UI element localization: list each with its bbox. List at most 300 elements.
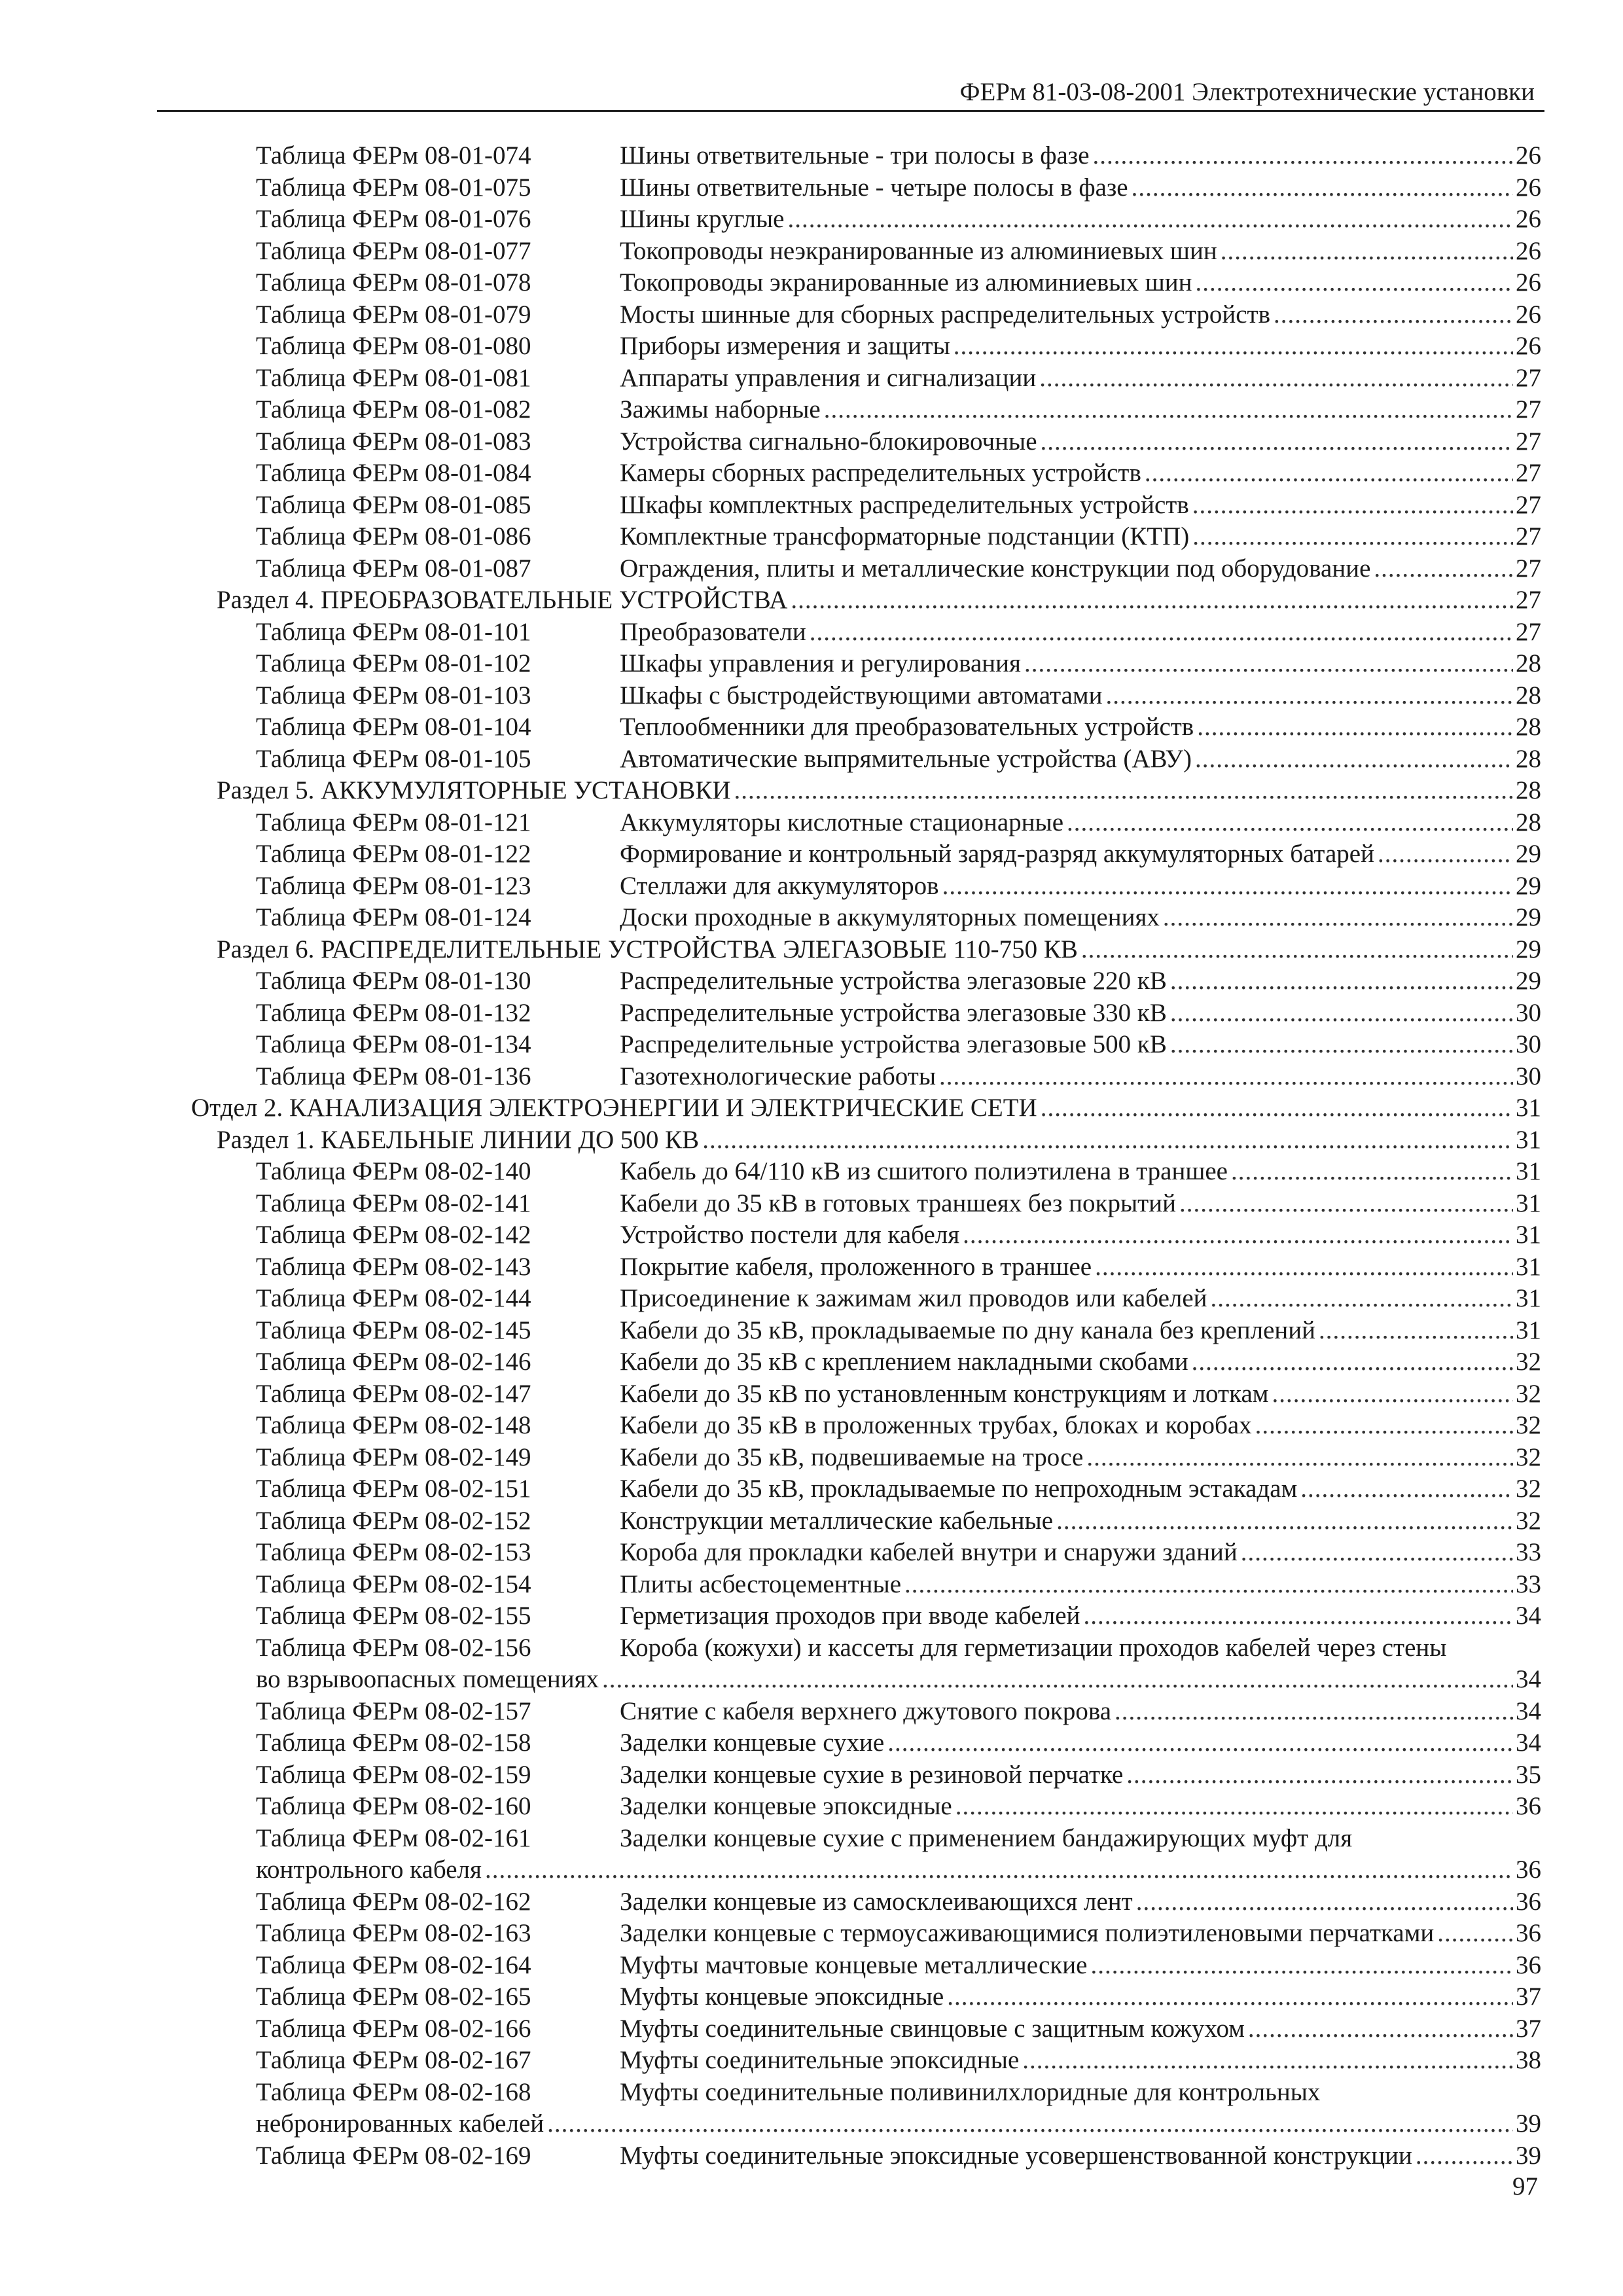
toc-row[interactable] [0,1156,1623,1188]
toc-row[interactable] [0,965,1623,997]
toc-title: Формирование и контрольный заряд-разряд аккумуляторных батарей [620,840,1374,868]
toc-table-ref: Таблица ФЕРм 08-02-160 [256,1792,531,1820]
toc-dot-leader [1136,1886,1513,1918]
toc-page-number: 39 [1516,2141,1541,2170]
toc-page-number: 32 [1516,1379,1541,1408]
toc-title: Шины ответвительные - три полосы в фазе [620,141,1090,170]
toc-table-ref: Таблица ФЕРм 08-02-163 [256,1919,531,1947]
toc-dot-leader [1093,140,1513,171]
toc-page-number: 36 [1516,1792,1541,1820]
toc-leader-line [620,1473,1541,1505]
toc-leader-line [620,1219,1541,1251]
toc-dot-leader [1039,363,1513,394]
toc-dot-leader [702,1124,1513,1156]
toc-dot-leader [1170,997,1513,1029]
toc-leader-line [620,331,1541,362]
toc-table-ref: Таблица ФЕРм 08-01-105 [256,744,531,773]
toc-dot-leader [1378,838,1513,870]
toc-dot-leader [1115,1696,1513,1727]
toc-title: Снятие с кабеля верхнего джутового покрова [620,1696,1112,1725]
toc-leader-line [620,1981,1541,2013]
toc-page-number: 29 [1516,871,1541,900]
toc-table-ref: Таблица ФЕРм 08-02-162 [256,1887,531,1916]
toc-table-ref: Таблица ФЕРм 08-01-132 [256,998,531,1027]
toc-table-ref: Таблица ФЕРм 08-01-101 [256,617,531,646]
toc-row[interactable] [0,172,1623,204]
toc-row[interactable] [0,1346,1623,1378]
toc-table-ref: Таблица ФЕРм 08-02-144 [256,1284,531,1312]
running-header [157,73,1544,112]
toc-title: Муфты соединительные свинцовые с защитным кожухом [620,2014,1245,2043]
toc-page-number: 26 [1516,300,1541,329]
toc-dot-leader [887,1727,1513,1759]
toc-row[interactable] [0,1505,1623,1537]
toc-dot-leader [1241,1537,1513,1568]
toc-title: Газотехнологические работы [620,1062,936,1090]
toc-title: Автоматические выпрямительные устройства (АВУ) [620,744,1192,773]
toc-dot-leader [1231,1156,1513,1187]
toc-leader-line [620,1600,1541,1632]
toc-title: Заделки концевые сухие в резиновой перчатке [620,1760,1124,1789]
toc-page-number: 30 [1516,998,1541,1027]
toc-dot-leader [1416,2140,1513,2172]
toc-table-ref: Таблица ФЕРм 08-01-104 [256,713,531,741]
toc-table-ref: Таблица ФЕРм 08-01-081 [256,363,531,392]
toc-title: Шкафы комплектных распределительных устройств [620,490,1189,519]
toc-dot-leader [1274,299,1513,331]
toc-title: Кабели до 35 кВ, подвешиваемые на тросе [620,1443,1084,1471]
toc-leader-line [620,1886,1541,1918]
toc-row[interactable] [0,299,1623,331]
toc-row[interactable] [0,1886,1623,1918]
toc-title: Покрытие кабеля, проложенного в траншее [620,1252,1092,1281]
toc-row[interactable] [0,870,1623,903]
toc-title: Зажимы наборные [620,395,821,423]
toc-row[interactable] [0,1251,1623,1283]
toc-row-continuation[interactable] [0,1664,1623,1696]
toc-row[interactable] [0,1696,1623,1728]
toc-section-row[interactable] [0,775,1623,807]
toc-table-ref: Таблица ФЕРм 08-02-169 [256,2141,531,2170]
toc-page-number: 31 [1516,1252,1541,1281]
toc-table-ref: Таблица ФЕРм 08-01-087 [256,554,531,583]
toc-leader-line [620,426,1541,457]
toc-leader-line [620,363,1541,394]
toc-row[interactable] [0,1950,1623,1982]
toc-table-ref: Таблица ФЕРм 08-02-154 [256,1570,531,1598]
toc-row-continuation[interactable] [0,1854,1623,1886]
toc-page-number: 34 [1516,1602,1541,1630]
toc-table-ref: Таблица ФЕРм 08-02-166 [256,2014,531,2043]
toc-table-ref: Таблица ФЕРм 08-02-148 [256,1411,531,1439]
toc-leader-line [191,1092,1541,1124]
toc-dot-leader [1041,426,1513,457]
toc-leader-line [620,1696,1541,1727]
toc-row[interactable] [0,1632,1623,1664]
toc-row[interactable] [0,331,1623,363]
toc-page-number: 31 [1516,1157,1541,1185]
toc-title: Раздел 6. РАСПРЕДЕЛИТЕЛЬНЫЕ УСТРОЙСТВА ЭЛЕГАЗОВЫЕ 110-750 КВ [217,935,1078,963]
toc-title: Ограждения, плиты и металлические конструкции под оборудование [620,554,1371,583]
toc-leader-line [620,553,1541,584]
toc-leader-line [620,1188,1541,1219]
toc-page-number: 26 [1516,236,1541,265]
toc-page-number: 36 [1516,1950,1541,1979]
toc-page-number: 26 [1516,141,1541,170]
toc-row[interactable] [0,457,1623,490]
toc-page-number: 32 [1516,1443,1541,1471]
toc-page-number: 34 [1516,1665,1541,1693]
toc-title: Муфты мачтовые концевые металлические [620,1950,1088,1979]
toc-row[interactable] [0,1823,1623,1855]
toc-table-ref: Таблица ФЕРм 08-02-147 [256,1379,531,1408]
toc-leader-line [217,1124,1541,1156]
toc-leader-line [256,1664,1541,1695]
toc-table-ref: Таблица ФЕРм 08-01-074 [256,141,531,170]
toc-leader-line [620,1156,1541,1187]
toc-page-number: 26 [1516,268,1541,296]
toc-leader-line [620,1346,1541,1378]
toc-leader-line [620,1727,1541,1759]
toc-department-row[interactable] [0,1092,1623,1124]
toc-leader-line [620,521,1541,552]
toc-leader-line [620,457,1541,489]
toc-row[interactable] [0,2013,1623,2045]
toc-row[interactable] [0,1283,1623,1315]
toc-leader-line [217,775,1541,806]
toc-dot-leader [1192,490,1513,521]
toc-dot-leader [547,2108,1513,2140]
toc-title: Доски проходные в аккумуляторных помещениях [620,903,1160,931]
toc-row[interactable] [0,1537,1623,1569]
toc-leader-line [620,1759,1541,1791]
toc-row[interactable] [0,553,1623,585]
toc-leader-line [620,1950,1541,1981]
toc-section-row[interactable] [0,1124,1623,1157]
toc-title: Камеры сборных распределительных устройств [620,459,1141,487]
toc-dot-leader [1192,521,1513,552]
toc-dot-leader [1095,1251,1513,1283]
toc-dot-leader [1179,1188,1513,1219]
toc-dot-leader [954,331,1513,362]
toc-dot-leader [1170,1029,1513,1060]
toc-row[interactable] [0,744,1623,776]
toc-row[interactable] [0,140,1623,172]
toc-table-ref: Таблица ФЕРм 08-02-168 [256,2077,531,2106]
toc-dot-leader [1221,236,1513,267]
toc-dot-leader [939,1061,1513,1092]
toc-row[interactable] [0,267,1623,299]
toc-table-ref: Таблица ФЕРм 08-02-161 [256,1823,531,1852]
toc-row[interactable] [0,2077,1623,2109]
toc-dot-leader [1248,2013,1513,2045]
toc-page-number: 31 [1516,1316,1541,1344]
toc-title: Кабели до 35 кВ в проложенных трубах, блоках и коробах [620,1411,1252,1439]
toc-title: Заделки концевые эпоксидные [620,1792,952,1820]
toc-table-ref: Таблица ФЕРм 08-02-157 [256,1696,531,1725]
toc-dot-leader [1024,648,1513,679]
toc-title: Заделки концевые с термоусаживающимися полиэтиленовыми перчатками [620,1919,1435,1947]
toc-page-number: 27 [1516,427,1541,456]
toc-row[interactable] [0,1918,1623,1950]
toc-section-row[interactable] [0,934,1623,966]
toc-page-number: 29 [1516,840,1541,868]
toc-page-number: 27 [1516,522,1541,550]
toc-row[interactable] [0,1188,1623,1220]
toc-title: Приборы измерения и защиты [620,332,950,360]
toc-table-ref: Таблица ФЕРм 08-02-159 [256,1760,531,1789]
toc-table-ref: Таблица ФЕРм 08-01-124 [256,903,531,931]
toc-table-ref: Таблица ФЕРм 08-02-149 [256,1443,531,1471]
toc-row[interactable] [0,838,1623,870]
toc-dot-leader [1196,267,1513,298]
toc-table-ref: Таблица ФЕРм 08-01-080 [256,332,531,360]
toc-title: Мосты шинные для сборных распределительных устройств [620,300,1271,329]
toc-row[interactable] [0,1473,1623,1505]
toc-table-ref: Таблица ФЕРм 08-02-167 [256,2046,531,2074]
toc-title: Теплообменники для преобразовательных устройств [620,713,1194,741]
toc-row[interactable] [0,1219,1623,1251]
toc-table-ref: Таблица ФЕРм 08-02-158 [256,1729,531,1757]
toc-row[interactable] [0,2140,1623,2172]
toc-table-ref: Таблица ФЕРм 08-01-103 [256,681,531,709]
toc-page-number: 27 [1516,459,1541,487]
toc-leader-line [620,997,1541,1029]
toc-title: Шины ответвительные - четыре полосы в фазе [620,173,1128,202]
toc-dot-leader [1086,1442,1513,1473]
toc-row[interactable] [0,1759,1623,1791]
toc-dot-leader [963,1219,1513,1251]
toc-table-ref: Таблица ФЕРм 08-01-121 [256,808,531,836]
toc-row[interactable] [0,490,1623,522]
toc-title: Заделки концевые из самосклеивающихся лент [620,1887,1133,1916]
toc-page-number: 39 [1516,2109,1541,2138]
toc-dot-leader [904,1569,1513,1600]
toc-row[interactable] [0,1410,1623,1442]
toc-dot-leader [1319,1315,1513,1346]
toc-title: Кабели до 35 кВ по установленным конструкциям и лоткам [620,1379,1269,1408]
toc-leader-line [620,2045,1541,2076]
toc-title: Токопроводы неэкранированные из алюминиевых шин [620,236,1217,265]
toc-page-number: 31 [1516,1284,1541,1312]
toc-row[interactable] [0,902,1623,934]
toc-page-number: 27 [1516,363,1541,392]
toc-dot-leader [734,775,1513,806]
toc-title: Плиты асбестоцементные [620,1570,902,1598]
toc-page-number: 38 [1516,2046,1541,2074]
toc-row[interactable] [0,363,1623,395]
toc-table-ref: Таблица ФЕРм 08-01-084 [256,459,531,487]
toc-leader-line [620,1061,1541,1092]
toc-page-number: 32 [1516,1475,1541,1503]
toc-row[interactable] [0,997,1623,1030]
toc-page-number: 28 [1516,713,1541,741]
toc-row[interactable] [0,807,1623,839]
toc-dot-leader [1163,902,1513,933]
toc-row-continuation[interactable] [0,2108,1623,2140]
toc-leader-line [620,172,1541,204]
toc-leader-line [620,1283,1541,1314]
toc-dot-leader [824,394,1513,425]
toc-row[interactable] [0,680,1623,712]
toc-page-number: 30 [1516,1062,1541,1090]
toc-row[interactable] [0,1981,1623,2013]
toc-title: Аппараты управления и сигнализации [620,363,1037,392]
toc-dot-leader [1081,934,1513,965]
toc-dot-leader [1041,1092,1513,1124]
toc-page-number: 34 [1516,1729,1541,1757]
toc-table-ref: Таблица ФЕРм 08-01-078 [256,268,531,296]
toc-page-number: 28 [1516,776,1541,804]
toc-dot-leader [1067,807,1513,838]
toc-dot-leader [1255,1410,1513,1441]
toc-row[interactable] [0,1061,1623,1093]
toc-title: Герметизация проходов при вводе кабелей [620,1602,1080,1630]
toc-title: Муфты соединительные эпоксидные усовершенствованной конструкции [620,2141,1412,2170]
toc-table-ref: Таблица ФЕРм 08-02-145 [256,1316,531,1344]
toc-dot-leader [810,617,1513,648]
toc-title: Устройство постели для кабеля [620,1221,960,1249]
toc-page-number: 27 [1516,617,1541,646]
toc-row[interactable] [0,1569,1623,1601]
toc-leader-line [620,140,1541,171]
toc-row[interactable] [0,521,1623,553]
toc-row[interactable] [0,1029,1623,1061]
toc-row[interactable] [0,1442,1623,1474]
toc-leader-line [620,1505,1541,1537]
toc-leader-line [217,584,1541,616]
toc-dot-leader [602,1664,1513,1695]
toc-page-number: 29 [1516,967,1541,995]
toc-row[interactable] [0,1378,1623,1410]
toc-page-number: 28 [1516,808,1541,836]
toc-title: Кабели до 35 кВ в готовых траншеях без покрытий [620,1189,1176,1217]
toc-title: Присоединение к зажимам жил проводов или кабелей [620,1284,1207,1312]
toc-row[interactable] [0,1727,1623,1759]
toc-dot-leader [1170,965,1513,997]
toc-page-number: 26 [1516,332,1541,360]
toc-dot-leader [1195,744,1513,775]
toc-table-ref: Таблица ФЕРм 08-01-122 [256,840,531,868]
toc-dot-leader [955,1791,1513,1822]
table-of-contents [0,140,1623,2172]
toc-page-number: 28 [1516,649,1541,677]
toc-title: Комплектные трансформаторные подстанции (КТП) [620,522,1190,550]
toc-title: Стеллажи для аккумуляторов [620,871,939,900]
toc-table-ref: Таблица ФЕРм 08-02-156 [256,1633,531,1662]
toc-dot-leader [1132,172,1513,204]
toc-leader-line [620,870,1541,902]
toc-dot-leader [1056,1505,1513,1537]
toc-dot-leader [1083,1600,1513,1632]
toc-title: Устройства сигнально-блокировочные [620,427,1037,456]
toc-title: Раздел 1. КАБЕЛЬНЫЕ ЛИНИИ ДО 500 КВ [217,1125,700,1154]
toc-row[interactable] [0,648,1623,680]
toc-dot-leader [791,584,1513,616]
toc-table-ref: Таблица ФЕРм 08-02-155 [256,1602,531,1630]
toc-leader-line [620,2140,1541,2172]
toc-leader-line [620,490,1541,521]
toc-dot-leader [1105,680,1513,711]
toc-title: Преобразователи [620,617,806,646]
toc-page-number: 34 [1516,1696,1541,1725]
toc-row[interactable] [0,236,1623,268]
toc-section-row[interactable] [0,584,1623,617]
toc-title: Кабели до 35 кВ, прокладываемые по непроходным эстакадам [620,1475,1298,1503]
toc-leader-line [620,1378,1541,1410]
toc-row[interactable] [0,394,1623,426]
page-number: 97 [1512,2172,1538,2200]
toc-dot-leader [1197,711,1513,743]
toc-title: Заделки концевые сухие с применением бандажирующих муфт для [620,1823,1353,1852]
toc-title: Короба (кожухи) и кассеты для герметизации проходов кабелей через стены [620,1633,1447,1662]
toc-title: Раздел 4. ПРЕОБРАЗОВАТЕЛЬНЫЕ УСТРОЙСТВА [217,586,788,614]
toc-page-number: 32 [1516,1348,1541,1376]
toc-title: небронированных кабелей [256,2109,544,2138]
toc-dot-leader [1022,2045,1513,2076]
toc-row[interactable] [0,204,1623,236]
toc-title: Кабели до 35 кВ, прокладываемые по дну канала без креплений [620,1316,1316,1344]
toc-table-ref: Таблица ФЕРм 08-01-134 [256,1030,531,1058]
toc-dot-leader [942,870,1513,902]
toc-title: во взрывоопасных помещениях [256,1665,599,1693]
header-title: ФЕРм 81-03-08-2001 Электротехнические установки [959,78,1535,106]
toc-leader-line [620,648,1541,679]
toc-dot-leader [1211,1283,1513,1314]
toc-row[interactable] [0,1791,1623,1823]
toc-row[interactable] [0,711,1623,744]
toc-title: Шкафы с быстродействующими автоматами [620,681,1103,709]
toc-dot-leader [787,204,1513,235]
toc-leader-line [620,267,1541,298]
toc-title: Муфты соединительные поливинилхлоридные для контрольных [620,2077,1321,2106]
toc-leader-line [620,1918,1541,1949]
toc-page-number: 37 [1516,2014,1541,2043]
toc-table-ref: Таблица ФЕРм 08-02-152 [256,1506,531,1535]
toc-row[interactable] [0,426,1623,458]
toc-title: Кабели до 35 кВ с креплением накладными скобами [620,1348,1188,1376]
toc-page-number: 26 [1516,173,1541,202]
toc-table-ref: Таблица ФЕРм 08-01-082 [256,395,531,423]
toc-page-number: 32 [1516,1411,1541,1439]
toc-leader-line [620,680,1541,711]
toc-title: Распределительные устройства элегазовые 220 кВ [620,967,1167,995]
toc-title: контрольного кабеля [256,1856,482,1884]
toc-page-number: 27 [1516,586,1541,614]
toc-leader-line [620,1537,1541,1568]
toc-page-number: 27 [1516,490,1541,519]
toc-row[interactable] [0,2045,1623,2077]
toc-table-ref: Таблица ФЕРм 08-01-075 [256,173,531,202]
toc-dot-leader [1374,553,1513,584]
toc-page-number: 29 [1516,935,1541,963]
toc-table-ref: Таблица ФЕРм 08-01-136 [256,1062,531,1090]
toc-page-number: 32 [1516,1506,1541,1535]
toc-title: Конструкции металлические кабельные [620,1506,1054,1535]
toc-page-number: 30 [1516,1030,1541,1058]
toc-dot-leader [1192,1346,1513,1378]
toc-table-ref: Таблица ФЕРм 08-01-102 [256,649,531,677]
toc-page-number: 27 [1516,554,1541,583]
toc-table-ref: Таблица ФЕРм 08-01-130 [256,967,531,995]
toc-title: Распределительные устройства элегазовые 330 кВ [620,998,1167,1027]
toc-row[interactable] [0,617,1623,649]
toc-table-ref: Таблица ФЕРм 08-02-153 [256,1538,531,1566]
toc-page-number: 33 [1516,1538,1541,1566]
toc-row[interactable] [0,1600,1623,1632]
toc-row[interactable] [0,1315,1623,1347]
toc-title: Заделки концевые сухие [620,1729,885,1757]
